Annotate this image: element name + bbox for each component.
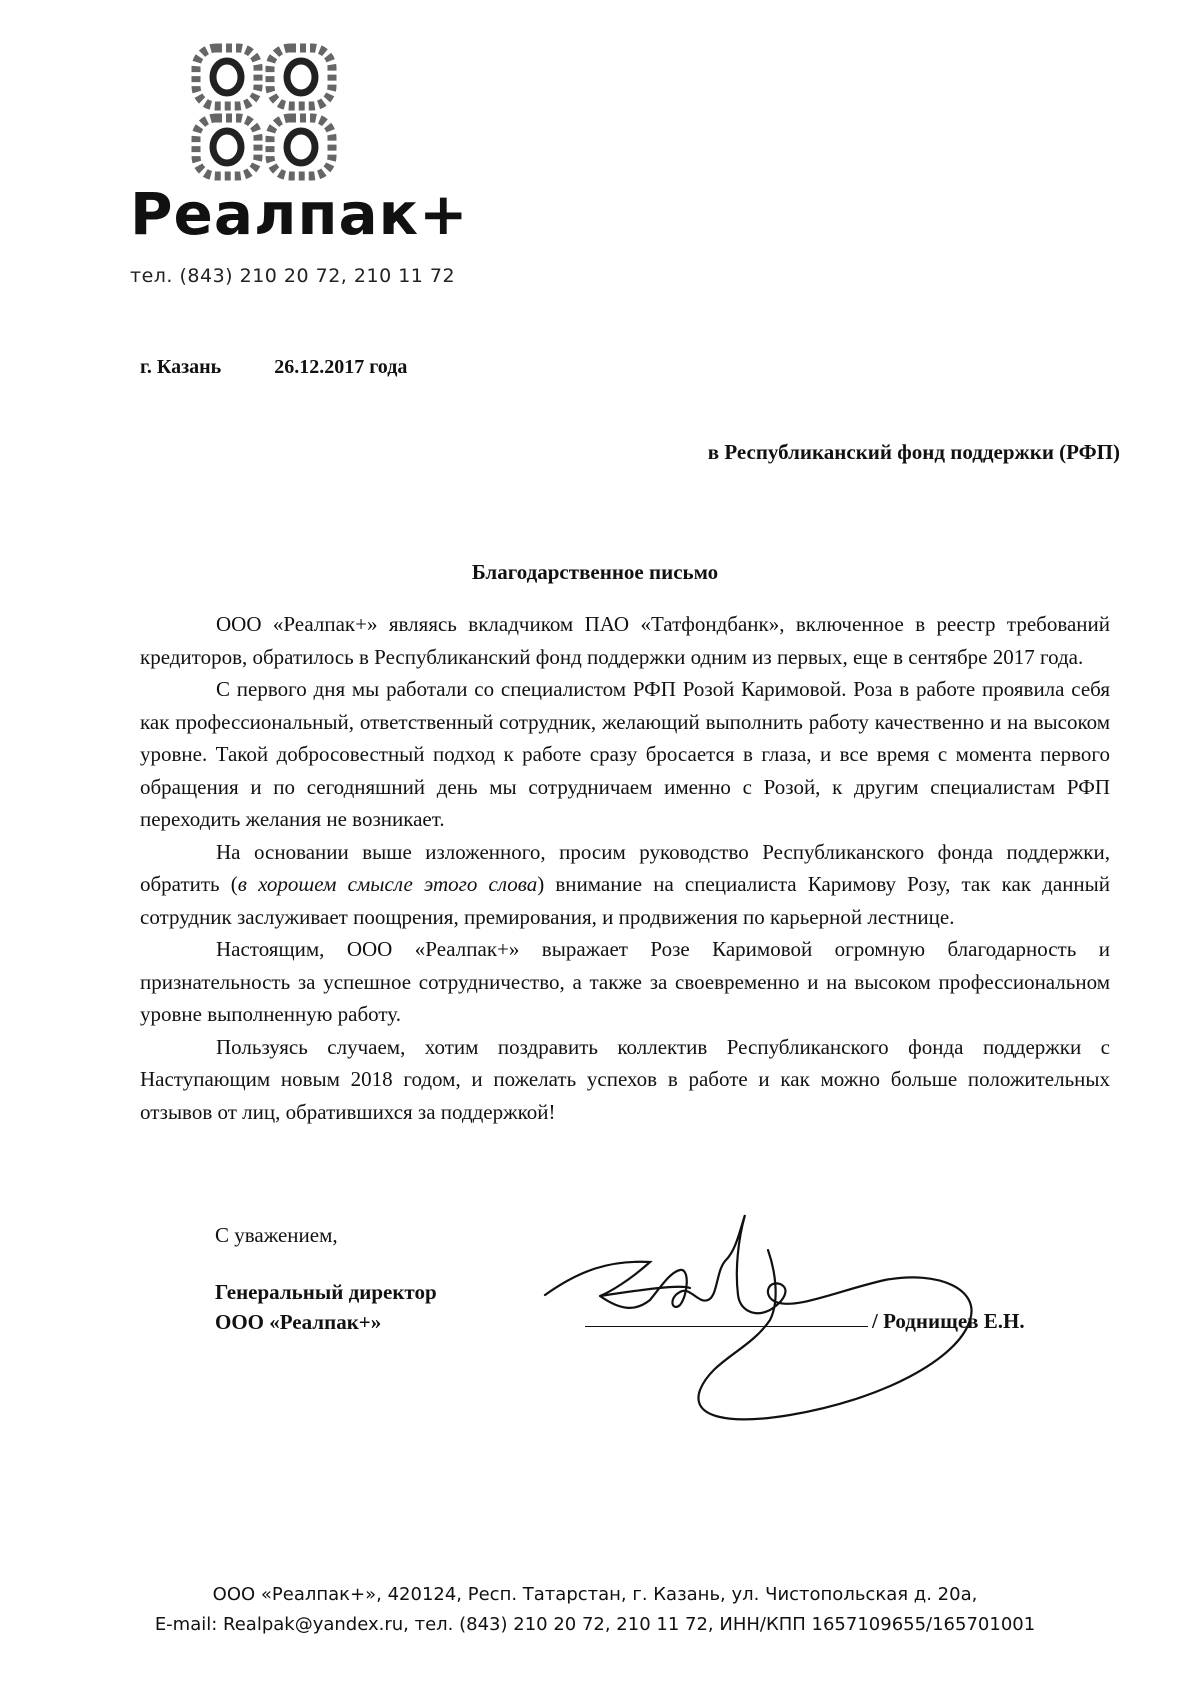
- place-and-date: [140, 356, 407, 379]
- paragraph-3: [140, 836, 1110, 934]
- paragraph-2: С первого дня мы работали со специалистом РФП Розой Каримовой. Роза в работе проявила себя как профессиональный, ответственный сотрудник, желающий выполнить работу качественно и на высоком уровне. Такой добросовестный подход к работе сразу бросается в глаза, и все время с момента первого обращения и по сегодняшний день мы сотрудничаем именно с Розой, к другим специалистам РФП переходить желания не возникает.: [140, 677, 1110, 831]
- paragraph-3-italic: в хорошем смысле этого слова: [237, 872, 538, 896]
- footer-contacts: E-mail: Realpak@yandex.ru, тел. (843) 210 20 72, 210 11 72, ИНН/КПП 1657109655/165701001: [154, 1614, 1036, 1635]
- place: г. Казань: [140, 356, 222, 378]
- header-phone: тел. (843) 210 20 72, 210 11 72: [130, 265, 456, 287]
- paragraph-4: Настоящим, ООО «Реалпак+» выражает Розе Каримовой огромную благодарность и признательность за успешное сотрудничество, а также за своевременно и на высоком профессиональном уровне выполненную работу.: [140, 937, 1110, 1026]
- signer-position-line2: ООО «Реалпак+»: [215, 1310, 382, 1334]
- paragraph-3-end: ) внимание на специалиста Каримову Розу, так как данный сотрудник заслуживает поощрения, премирования, и продвижения по карьерной лестнице.: [140, 872, 1111, 929]
- paragraph-1: ООО «Реалпак+» являясь вкладчиком ПАО «Татфондбанк», включенное в реестр требований кредиторов, обратилось в Республиканский фонд поддержки одним из первых, еще в сентябре 2017 года.: [140, 612, 1110, 669]
- letter-footer: [0, 1580, 1190, 1640]
- signer-name: / Роднищев Е.Н.: [872, 1309, 1025, 1333]
- company-logo-icon: [190, 40, 340, 185]
- addressee: в Республиканский фонд поддержки (РФП): [707, 440, 1120, 464]
- paragraph-5: Пользуясь случаем, хотим поздравить коллектив Республиканского фонда поддержки с Наступающим новым 2018 годом, и пожелать успехов в работе и как можно больше положительных отзывов от лиц, обратившихся за поддержкой!: [140, 1034, 1110, 1124]
- date: 26.12.2017 года: [274, 356, 408, 378]
- signature-line: [585, 1326, 868, 1327]
- company-logo-wordmark: Реалпак+: [130, 180, 469, 248]
- document-title: Благодарственное письмо: [471, 560, 719, 584]
- footer-address: ООО «Реалпак+», 420124, Респ. Татарстан, г. Казань, ул. Чистопольская д. 20а,: [212, 1584, 978, 1605]
- signer-position: [215, 1277, 437, 1337]
- paragraph-3-start: На основании выше изложенного, просим руководство Республиканского фонда поддержки, обратить (: [140, 839, 1110, 896]
- letter-body: [140, 608, 1110, 1128]
- signer-position-line1: Генеральный директор: [215, 1280, 437, 1304]
- closing-regards: С уважением,: [215, 1223, 338, 1247]
